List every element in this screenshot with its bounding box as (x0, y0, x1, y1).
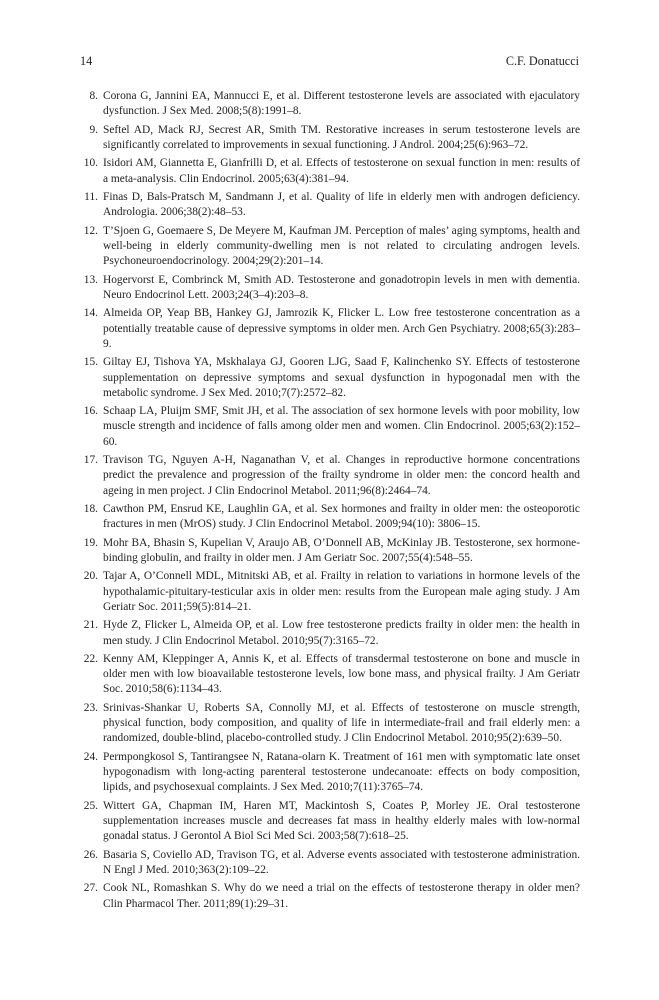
reference-number: 16. (83, 405, 98, 418)
reference-item (80, 89, 580, 119)
reference-number: 25. (83, 799, 98, 812)
reference-text: Mohr BA, Bhasin S, Kupelian V, Araujo AB, O’Donnell AB, McKinlay JB. Testosterone, sex hormone-binding globulin, and frailty in older men. J Am Geriatr Soc. 2007;55(4):548–55. (103, 536, 580, 564)
reference-number: 22. (83, 653, 98, 666)
reference-text: Cawthon PM, Ensrud KE, Laughlin GA, et al. Sex hormones and frailty in older men: the osteoporotic fractures in men (MrOS) study. J Clin Endocrinol Metabol. 2009;94(10): 3806–15. (103, 503, 580, 531)
reference-number: 21. (83, 619, 98, 632)
reference-item (80, 502, 580, 532)
reference-number: 9. (89, 123, 98, 136)
reference-number: 11. (84, 191, 98, 204)
reference-text: Isidori AM, Giannetta E, Gianfrilli D, et al. Effects of testosterone on sexual function in men: results of a meta-analysis. Clin Endocrinol. 2005;63(4):381–94. (103, 157, 580, 185)
reference-item (80, 881, 580, 911)
reference-text: Cook NL, Romashkan S. Why do we need a trial on the effects of testosterone therapy in older men? Clin Pharmacol Ther. 2011;89(1):29–31. (103, 882, 580, 910)
reference-item (80, 404, 580, 450)
reference-number: 24. (83, 750, 98, 763)
reference-text: Permpongkosol S, Tantirangsee N, Ratana-olarn K. Treatment of 161 men with symptomatic late onset hypogonadism with long-acting parenteral testosterone undecanoate: effects on body composition, lipids, and psychosexual complaints. J Sex Med. 2010;7(11):3765–74. (103, 750, 580, 794)
reference-item (80, 273, 580, 303)
reference-text: Finas D, Bals-Pratsch M, Sandmann J, et al. Quality of life in elderly men with androgen deficiency. Andrologia. 2006;38(2):48–53. (103, 191, 580, 219)
reference-number: 17. (83, 454, 98, 467)
reference-number: 20. (83, 570, 98, 583)
reference-text: Travison TG, Nguyen A-H, Naganathan V, et al. Changes in reproductive hormone concentrations predict the prevalence and progression of the frailty syndrome in older men: the concord health and ageing in men project. J Clin Endocrinol Metabol. 2011;96(8):2464–74. (103, 454, 580, 497)
reference-item (80, 536, 580, 566)
reference-text: Srinivas-Shankar U, Roberts SA, Connolly MJ, et al. Effects of testosterone on muscle strength, physical function, body composition, and quality of life in intermediate-frail and frail elderly men: a randomized, double-blind, placebo-controlled study. J Clin Endocrinol Metabol. 2010;95(2):639–50. (103, 701, 580, 745)
reference-item (80, 750, 580, 796)
reference-item (80, 848, 580, 878)
reference-text: Giltay EJ, Tishova YA, Mskhalaya GJ, Gooren LJG, Saad F, Kalinchenko SY. Effects of testosterone supplementation on depressive symptoms and sexual dysfunction in hypogonadal men with the metabolic syndrome. J Sex Med. 2010;7(7):2572–82. (103, 356, 580, 399)
page-header (80, 54, 579, 70)
reference-item (80, 652, 580, 698)
reference-text: Hyde Z, Flicker L, Almeida OP, et al. Low free testosterone predicts frailty in older men: the health in men study. J Clin Endocrinol Metabol. 2010;95(7):3165–72. (103, 619, 580, 647)
reference-number: 12. (83, 224, 98, 237)
reference-text: T’Sjoen G, Goemaere S, De Meyere M, Kaufman JM. Perception of males’ aging symptoms, health and well-being in elderly community-dwelling men is not related to circulating androgen levels. Psychoneuroendocrinology. 2004;29(2):201–14. (103, 224, 580, 268)
reference-text: Corona G, Jannini EA, Mannucci E, et al. Different testosterone levels are associated with ejaculatory dysfunction. J Sex Med. 2008;5(8):1991–8. (103, 90, 580, 118)
reference-number: 14. (83, 307, 98, 320)
reference-item (80, 224, 580, 270)
reference-text: Schaap LA, Pluijm SMF, Smit JH, et al. The association of sex hormone levels with poor mobility, low muscle strength and incidence of falls among older men and women. Clin Endocrinol. 2005;63(2):152–60. (103, 405, 580, 448)
reference-item (80, 701, 580, 747)
reference-item (80, 156, 580, 186)
reference-text: Almeida OP, Yeap BB, Hankey GJ, Jamrozik K, Flicker L. Low free testosterone concentration as a potentially treatable cause of depressive symptoms in older men. Arch Gen Psychiatry. 2008;65(3):283–9. (103, 307, 580, 350)
reference-item (80, 618, 580, 648)
reference-number: 27. (83, 882, 98, 895)
reference-number: 15. (83, 356, 98, 369)
reference-item (80, 190, 580, 220)
reference-item (80, 355, 580, 401)
reference-text: Wittert GA, Chapman IM, Haren MT, Mackintosh S, Coates P, Morley JE. Oral testosterone supplementation increases muscle and decreases fat mass in healthy elderly males with low-normal gonadal status. J Gerontol A Biol Sci Med Sci. 2003;58(7):618–25. (103, 799, 580, 843)
reference-number: 18. (83, 503, 98, 516)
reference-number: 13. (83, 273, 98, 286)
reference-number: 19. (83, 536, 98, 549)
reference-text: Hogervorst E, Combrinck M, Smith AD. Testosterone and gonadotropin levels in men with dementia. Neuro Endocrinol Lett. 2003;24(3–4):203–8. (103, 273, 580, 301)
reference-text: Tajar A, O’Connell MDL, Mitnitski AB, et al. Frailty in relation to variations in hormone levels of the hypothalamic-pituitary-testicular axis in older men: results from the European male aging study. J Am Geriatr Soc. 2011;59(5):814–21. (103, 570, 580, 613)
reference-number: 26. (83, 848, 98, 861)
reference-list (80, 89, 580, 915)
reference-text: Seftel AD, Mack RJ, Secrest AR, Smith TM. Restorative increases in serum testosterone levels are significantly correlated to improvements in sexual functioning. J Androl. 2004;25(6):963–72. (103, 123, 580, 151)
reference-number: 8. (89, 90, 98, 102)
reference-item (80, 569, 580, 615)
reference-text: Kenny AM, Kleppinger A, Annis K, et al. Effects of transdermal testosterone on bone and muscle in older men with low bioavailable testosterone levels, low bone mass, and physical frailty. J Am Geriatr Soc. 2010;58(6):1134–43. (103, 653, 580, 696)
reference-item (80, 123, 580, 153)
running-head: C.F. Donatucci (505, 54, 579, 68)
reference-item (80, 306, 580, 352)
reference-number: 10. (83, 157, 98, 170)
page-number: 14 (80, 54, 93, 68)
reference-number: 23. (83, 701, 98, 714)
reference-text: Basaria S, Coviello AD, Travison TG, et al. Adverse events associated with testosterone administration. N Engl J Med. 2010;363(2):109–22. (103, 848, 580, 876)
reference-item (80, 799, 580, 845)
reference-item (80, 453, 580, 499)
